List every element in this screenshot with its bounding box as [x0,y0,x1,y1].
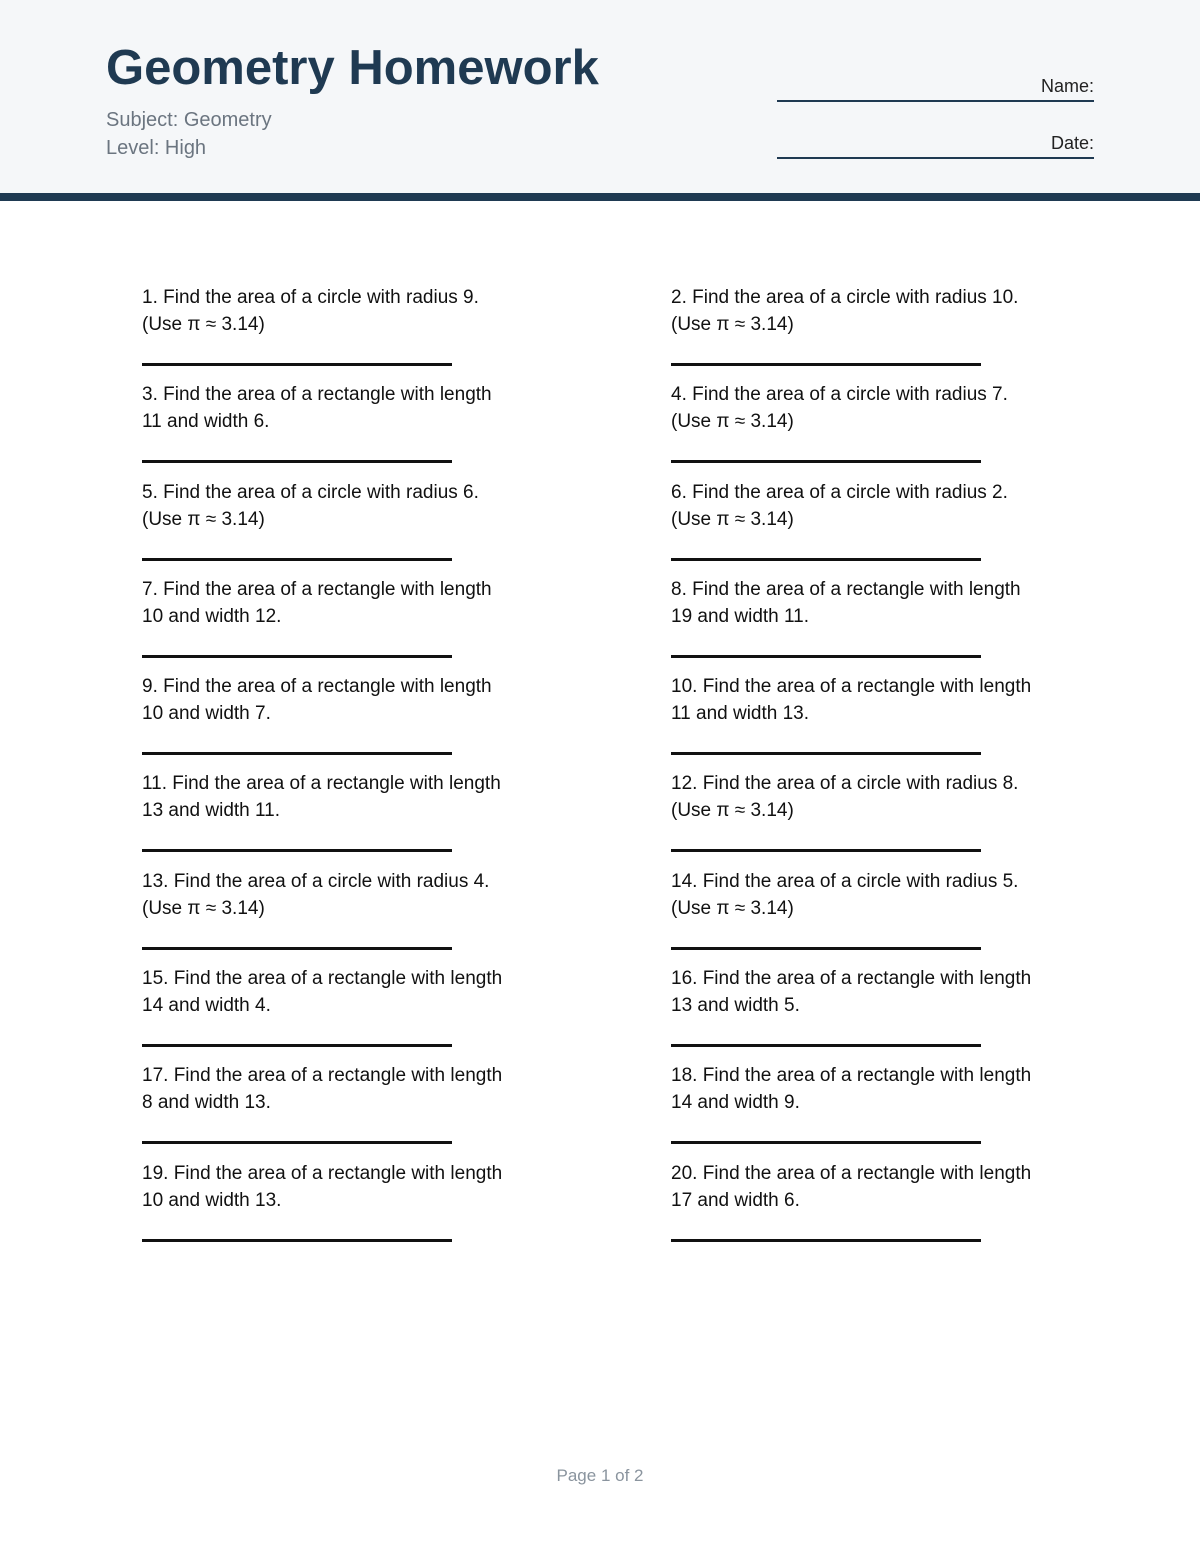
worksheet-title: Geometry Homework [106,41,599,95]
answer-line[interactable] [671,1239,981,1242]
question-item [671,1062,1091,1159]
question-text: 1. Find the area of a circle with radius 9. (Use π ≈ 3.14) [142,287,479,335]
answer-line[interactable] [142,558,452,561]
level-label: Level: High [106,137,207,159]
answer-line[interactable] [671,947,981,950]
answer-line[interactable] [671,1044,981,1047]
answer-line[interactable] [671,558,981,561]
question-item [671,576,1091,673]
question-text: 20. Find the area of a rectangle with length 17 and width 6. [671,1162,1032,1211]
answer-line[interactable] [671,655,981,658]
question-item [142,576,562,673]
question-text: 16. Find the area of a rectangle with length 13 and width 5. [671,968,1032,1017]
question-text: 11. Find the area of a rectangle with length 13 and width 11. [142,773,501,822]
question-item [142,1062,562,1159]
name-field[interactable] [777,72,1094,102]
question-text: 8. Find the area of a rectangle with length 19 and width 11. [671,578,1021,627]
question-item [671,770,1091,867]
answer-line[interactable] [142,849,452,852]
answer-line[interactable] [142,947,452,950]
question-item [671,868,1091,965]
worksheet-header [0,0,1200,193]
question-item [671,965,1091,1062]
question-text: 7. Find the area of a rectangle with length 10 and width 12. [142,578,492,627]
answer-line[interactable] [142,1141,452,1144]
answer-line[interactable] [671,849,981,852]
question-text: 3. Find the area of a rectangle with length 11 and width 6. [142,384,492,433]
question-item [142,868,562,965]
answer-line[interactable] [142,752,452,755]
question-item [671,381,1091,478]
date-field[interactable] [777,129,1094,159]
page-number: Page 1 of 2 [556,1466,644,1485]
question-grid [142,284,1102,1257]
question-item [671,1160,1091,1257]
answer-line[interactable] [671,363,981,366]
question-text: 19. Find the area of a rectangle with length 10 and width 13. [142,1162,503,1211]
subject-label: Subject: Geometry [106,109,272,131]
question-text: 9. Find the area of a rectangle with length 10 and width 7. [142,676,492,725]
question-item [671,479,1091,576]
answer-line[interactable] [142,1239,452,1242]
question-text: 6. Find the area of a circle with radius 2. (Use π ≈ 3.14) [671,481,1008,530]
question-text: 17. Find the area of a rectangle with length 8 and width 13. [142,1065,503,1114]
question-item [671,284,1091,381]
answer-line[interactable] [671,460,981,463]
question-item [142,381,562,478]
question-item [671,673,1091,770]
question-item [142,965,562,1062]
answer-line[interactable] [142,655,452,658]
answer-line[interactable] [142,460,452,463]
answer-line[interactable] [142,363,452,366]
question-text: 5. Find the area of a circle with radius 6. (Use π ≈ 3.14) [142,481,479,530]
question-text: 18. Find the area of a rectangle with length 14 and width 9. [671,1065,1032,1114]
question-item [142,284,562,381]
question-item [142,1160,562,1257]
question-text: 2. Find the area of a circle with radius 10. (Use π ≈ 3.14) [671,287,1019,335]
header-divider [0,193,1200,201]
question-text: 15. Find the area of a rectangle with length 14 and width 4. [142,968,503,1017]
question-item [142,479,562,576]
question-text: 4. Find the area of a circle with radius 7. (Use π ≈ 3.14) [671,384,1008,433]
answer-line[interactable] [671,752,981,755]
question-text: 12. Find the area of a circle with radius 8. (Use π ≈ 3.14) [671,773,1019,822]
question-text: 13. Find the area of a circle with radius 4. (Use π ≈ 3.14) [142,870,490,919]
answer-line[interactable] [671,1141,981,1144]
question-item [142,770,562,867]
question-text: 14. Find the area of a circle with radius 5. (Use π ≈ 3.14) [671,870,1019,919]
answer-line[interactable] [142,1044,452,1047]
question-text: 10. Find the area of a rectangle with length 11 and width 13. [671,676,1032,725]
name-label: Name: [1040,76,1094,96]
question-item [142,673,562,770]
date-label: Date: [1050,133,1094,153]
